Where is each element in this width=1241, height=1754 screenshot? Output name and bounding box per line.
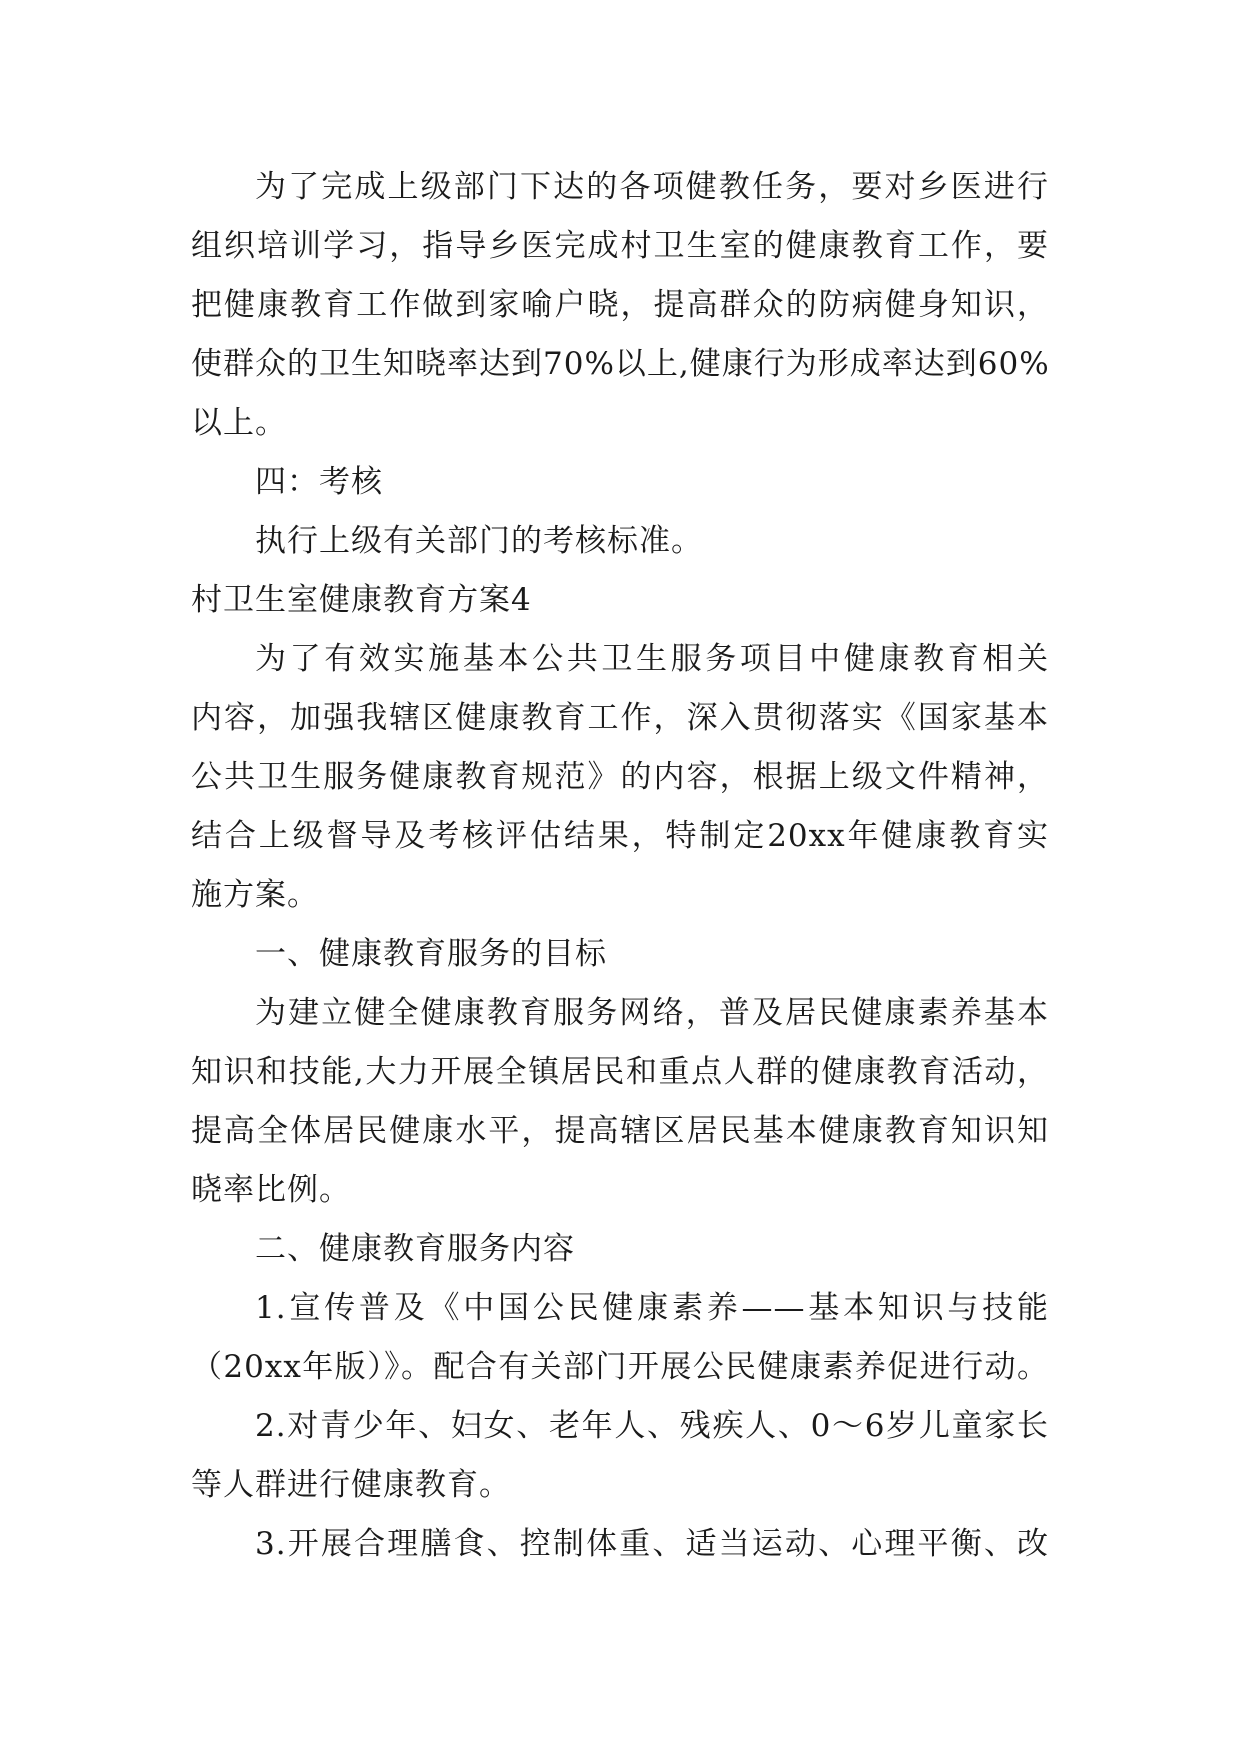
text-line: 把健康教育工作做到家喻户晓，提高群众的防病健身知识， (191, 287, 1049, 323)
text-line: 晓率比例。 (191, 1172, 351, 1208)
text-line: 公共卫生服务健康教育规范》的内容，根据上级文件精神， (191, 759, 1049, 795)
document-body (191, 158, 1049, 1574)
text-line: 3.开展合理膳食、控制体重、适当运动、心理平衡、改 (255, 1526, 1049, 1562)
text-line: 为建立健全健康教育服务网络，普及居民健康素养基本 (255, 995, 1049, 1031)
text-line: 提高全体居民健康水平，提高辖区居民基本健康教育知识知 (191, 1113, 1049, 1149)
text-line: 组织培训学习，指导乡医完成村卫生室的健康教育工作，要 (191, 228, 1049, 264)
text-line: 执行上级有关部门的考核标准。 (255, 523, 703, 559)
text-line: 知识和技能,大力开展全镇居民和重点人群的健康教育活动， (191, 1054, 1049, 1090)
text-line: 以上。 (191, 405, 287, 441)
text-line: 内容，加强我辖区健康教育工作，深入贯彻落实《国家基本 (191, 700, 1049, 736)
text-line: 村卫生室健康教育方案4 (191, 582, 532, 618)
text-line: 施方案。 (191, 877, 319, 913)
text-line: 为了有效实施基本公共卫生服务项目中健康教育相关 (255, 641, 1049, 677)
text-line: 结合上级督导及考核评估结果，特制定20xx年健康教育实 (191, 818, 1049, 854)
text-line: 为了完成上级部门下达的各项健教任务，要对乡医进行 (255, 169, 1049, 205)
text-line: 二、健康教育服务内容 (255, 1231, 575, 1267)
text-line: 四：考核 (255, 464, 383, 500)
text-line: 等人群进行健康教育。 (191, 1467, 511, 1503)
text-line: 1.宣传普及《中国公民健康素养——基本知识与技能 (255, 1290, 1049, 1326)
text-line: （20xx年版）》。配合有关部门开展公民健康素养促进行动。 (191, 1349, 1049, 1385)
text-line: 2.对青少年、妇女、老年人、残疾人、0～6岁儿童家长 (255, 1408, 1049, 1444)
text-line: 使群众的卫生知晓率达到70%以上,健康行为形成率达到60% (191, 346, 1050, 382)
text-line: 一、健康教育服务的目标 (255, 936, 607, 972)
